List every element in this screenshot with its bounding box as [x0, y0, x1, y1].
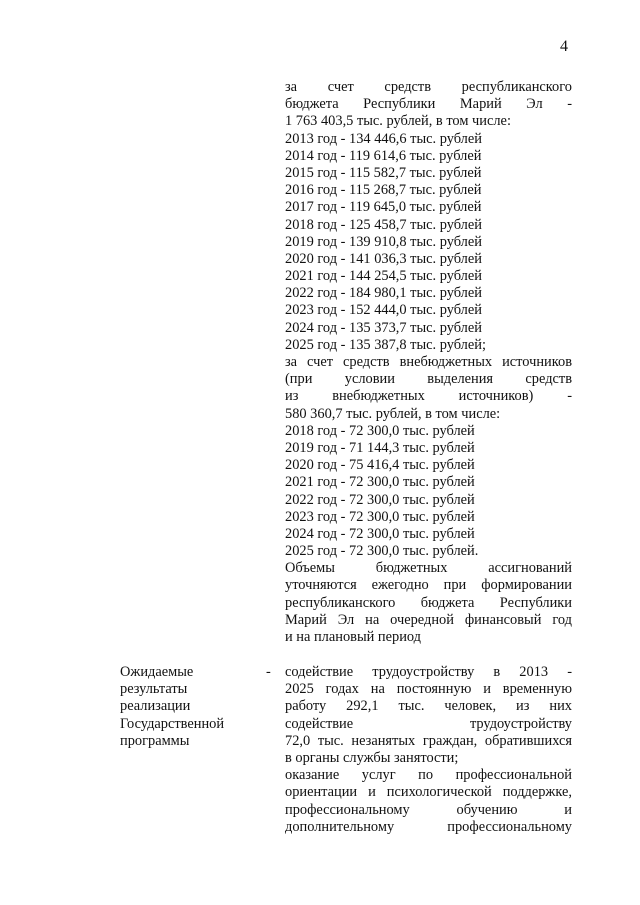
- financing-line: Марий Эл на очередной финансовый год: [285, 611, 572, 628]
- financing-line: 2025 год - 135 387,8 тыс. рублей;: [285, 336, 486, 353]
- results-line: содействие трудоустройству в 2013 -: [285, 664, 572, 680]
- financing-line: 2018 год - 125 458,7 тыс. рублей: [285, 216, 482, 233]
- results-block: [285, 664, 572, 836]
- financing-line: 580 360,7 тыс. рублей, в том числе:: [285, 405, 501, 422]
- results-line: содействие трудоустройству: [285, 715, 572, 732]
- financing-line: 2023 год - 152 444,0 тыс. рублей: [285, 302, 482, 319]
- financing-line: 2020 год - 75 416,4 тыс. рублей: [285, 457, 475, 474]
- results-label-line: реализации: [120, 698, 191, 715]
- financing-line: 2022 год - 184 980,1 тыс. рублей: [285, 285, 482, 302]
- label-dash: -: [266, 664, 271, 680]
- results-label-line: Ожидаемые: [120, 664, 194, 680]
- results-line: 2025 годах на постоянную и временную: [285, 681, 572, 698]
- results-line: дополнительному профессиональному: [285, 818, 572, 835]
- results-line: оказание услуг по профессиональной: [285, 767, 572, 784]
- financing-line: бюджета Республики Марий Эл -: [285, 96, 572, 113]
- financing-line: 2020 год - 141 036,3 тыс. рублей: [285, 250, 482, 267]
- financing-line: 2013 год - 134 446,6 тыс. рублей: [285, 130, 482, 147]
- financing-line: (при условии выделения средств: [285, 371, 572, 388]
- results-line: профессиональному обучению и: [285, 801, 572, 818]
- financing-line: республиканского бюджета Республики: [285, 594, 572, 611]
- results-label-line: программы: [120, 732, 190, 749]
- financing-line: 2021 год - 144 254,5 тыс. рублей: [285, 268, 482, 285]
- results-line: в органы службы занятости;: [285, 749, 459, 766]
- financing-line: за счет средств внебюджетных источников: [285, 354, 572, 370]
- financing-line: 2021 год - 72 300,0 тыс. рублей: [285, 474, 475, 491]
- financing-line: 2018 год - 72 300,0 тыс. рублей: [285, 422, 475, 439]
- financing-line: 2023 год - 72 300,0 тыс. рублей: [285, 508, 475, 525]
- page-number: 4: [560, 38, 568, 55]
- results-label: [120, 664, 280, 750]
- results-line: ориентации и психологической поддержке,: [285, 784, 572, 801]
- results-line: работу 292,1 тыс. человек, из них: [285, 698, 572, 715]
- financing-line: уточняются ежегодно при формировании: [285, 577, 572, 594]
- financing-line: 2019 год - 71 144,3 тыс. рублей: [285, 439, 475, 456]
- financing-line: 2024 год - 135 373,7 тыс. рублей: [285, 319, 482, 336]
- financing-line: 2016 год - 115 268,7 тыс. рублей: [285, 182, 482, 199]
- financing-block: [285, 79, 572, 646]
- results-label-line: результаты: [120, 681, 188, 698]
- financing-line: 2025 год - 72 300,0 тыс. рублей.: [285, 543, 479, 560]
- results-line: 72,0 тыс. незанятых граждан, обратившихся: [285, 732, 572, 749]
- financing-line: 2024 год - 72 300,0 тыс. рублей: [285, 525, 475, 542]
- financing-line: 2014 год - 119 614,6 тыс. рублей: [285, 147, 482, 164]
- financing-line: 2015 год - 115 582,7 тыс. рублей: [285, 164, 482, 181]
- financing-line: и на плановый период: [285, 629, 422, 645]
- financing-line: за счет средств республиканского: [285, 79, 572, 95]
- financing-line: 2019 год - 139 910,8 тыс. рублей: [285, 233, 482, 250]
- financing-line: 2017 год - 119 645,0 тыс. рублей: [285, 199, 482, 216]
- results-label-line: Государственной: [120, 715, 225, 732]
- financing-line: Объемы бюджетных ассигнований: [285, 560, 572, 577]
- financing-line: 2022 год - 72 300,0 тыс. рублей: [285, 491, 475, 508]
- financing-line: 1 763 403,5 тыс. рублей, в том числе:: [285, 113, 511, 130]
- financing-line: из внебюджетных источников) -: [285, 388, 572, 405]
